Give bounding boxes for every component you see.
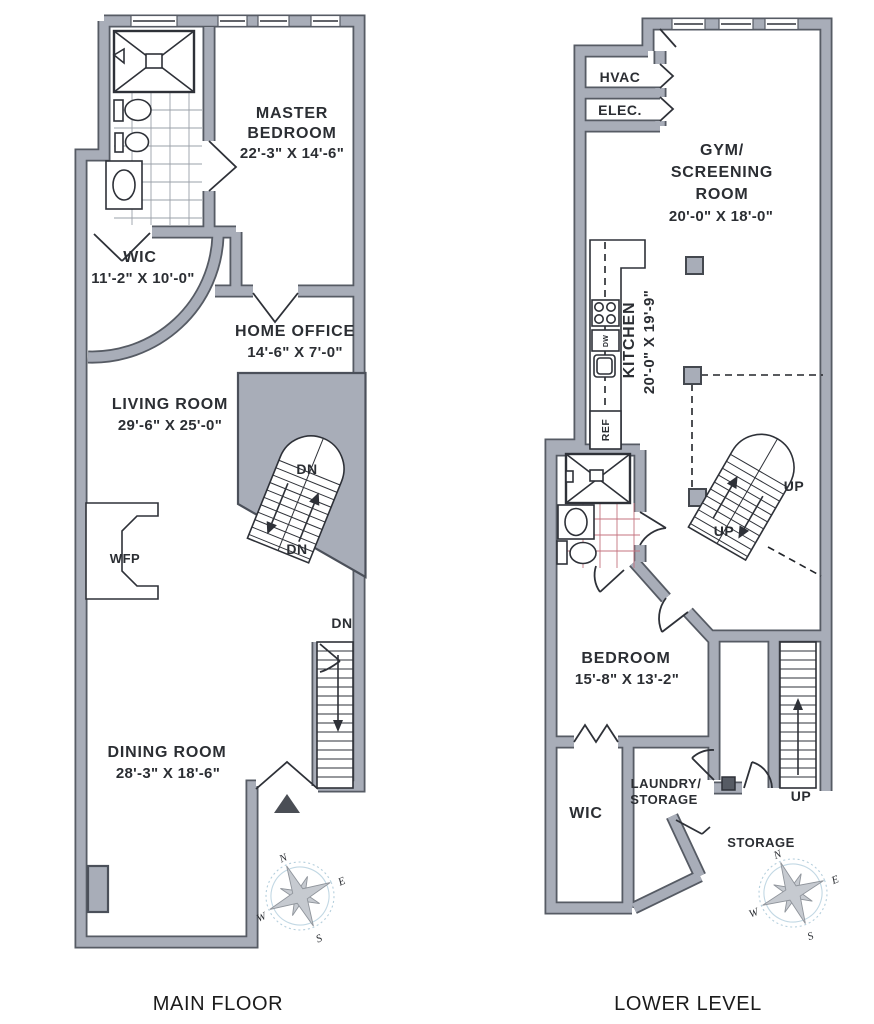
laundry-label-1: LAUNDRY/	[630, 776, 702, 791]
gym-label-2: SCREENING	[670, 164, 774, 181]
wall-notch	[88, 866, 108, 912]
compass-n: N	[277, 851, 290, 866]
main-floor-title: MAIN FLOOR	[152, 993, 284, 1015]
entry-door	[256, 762, 318, 813]
compass-e: E	[829, 873, 841, 888]
column	[684, 367, 701, 384]
up-label-curved-bottom: UP	[713, 523, 735, 539]
laundry-label-2: STORAGE	[630, 792, 698, 807]
home-office-dims: 14'-6" X 7'-0"	[247, 344, 343, 361]
wic-dims: 11'-2" X 10'-0"	[91, 270, 195, 287]
dishwasher	[592, 330, 619, 351]
bathroom-door	[209, 141, 236, 191]
bidet	[115, 133, 149, 153]
gym-label-1: GYM/	[699, 142, 745, 159]
compass-e: E	[336, 874, 348, 889]
master-bedroom-label: MASTER	[255, 105, 329, 122]
sink	[558, 505, 594, 539]
toilet	[114, 100, 151, 122]
ref-label: REF	[600, 418, 612, 442]
gym-door	[660, 29, 676, 47]
compass-w: W	[254, 910, 269, 925]
toilet	[557, 541, 596, 564]
office-door	[253, 293, 298, 322]
dw-label: DW	[603, 334, 610, 348]
wic-lower-label: WIC	[569, 805, 603, 822]
living-room-label: LIVING ROOM	[111, 396, 229, 413]
fireplace	[86, 503, 158, 599]
bedroom-label: BEDROOM	[581, 650, 671, 667]
shower	[566, 454, 630, 503]
living-room-dims: 29'-6" X 25'-0"	[117, 417, 223, 434]
post	[722, 777, 735, 790]
kitchen-sink	[594, 355, 615, 377]
sink-vanity	[106, 161, 142, 209]
column	[686, 257, 703, 274]
straight-stair-main	[317, 642, 353, 788]
elec-door	[660, 97, 673, 121]
kitchen-label: KITCHEN	[621, 301, 638, 379]
up-label-curved-top: UP	[783, 478, 805, 494]
main-floor-plan	[81, 16, 366, 1016]
hvac-door	[660, 64, 673, 88]
bathroom-door	[640, 512, 666, 545]
compass-s: S	[805, 929, 816, 944]
master-bedroom-dims: 22'-3" X 14'-6"	[239, 145, 345, 162]
bathroom-door-2	[595, 566, 624, 592]
bedroom-door	[659, 598, 688, 632]
entry-marker	[274, 794, 300, 813]
compass-n: N	[771, 848, 784, 862]
fireplace-label: WFP	[109, 551, 141, 566]
compass-w: W	[747, 905, 761, 921]
lower-level-title: LOWER LEVEL	[614, 993, 762, 1015]
dining-room-dims: 28'-3" X 18'-6"	[115, 765, 221, 782]
master-bedroom-label2: BEDROOM	[247, 125, 337, 142]
gym-dims: 20'-0" X 18'-0"	[668, 208, 774, 225]
shower	[114, 31, 194, 92]
bedroom-dims: 15'-8" X 13'-2"	[574, 671, 680, 688]
lower-level-windows	[672, 19, 798, 30]
refrigerator	[590, 411, 621, 449]
lower-level-plan	[551, 19, 857, 1016]
compass-rose-lower	[730, 832, 857, 961]
dn-label-straight: DN	[331, 615, 353, 631]
storage-label: STORAGE	[727, 835, 795, 850]
dn-label-curved-bottom: DN	[286, 541, 308, 557]
up-label-straight: UP	[790, 788, 812, 804]
gym-label-3: ROOM	[695, 186, 749, 203]
hvac-label: HVAC	[599, 69, 641, 85]
stove	[592, 300, 619, 326]
home-office-label: HOME OFFICE	[235, 323, 355, 340]
dining-room-label: DINING ROOM	[107, 744, 227, 761]
kitchen-dims: 20'-0" X 19'-9"	[641, 289, 658, 395]
wic-label: WIC	[123, 249, 157, 266]
dn-label-curved-top: DN	[296, 461, 318, 477]
straight-stair-lower	[780, 642, 816, 788]
elec-label: ELEC.	[598, 102, 642, 118]
wic-bifold-door	[574, 725, 618, 742]
compass-s: S	[314, 932, 325, 946]
